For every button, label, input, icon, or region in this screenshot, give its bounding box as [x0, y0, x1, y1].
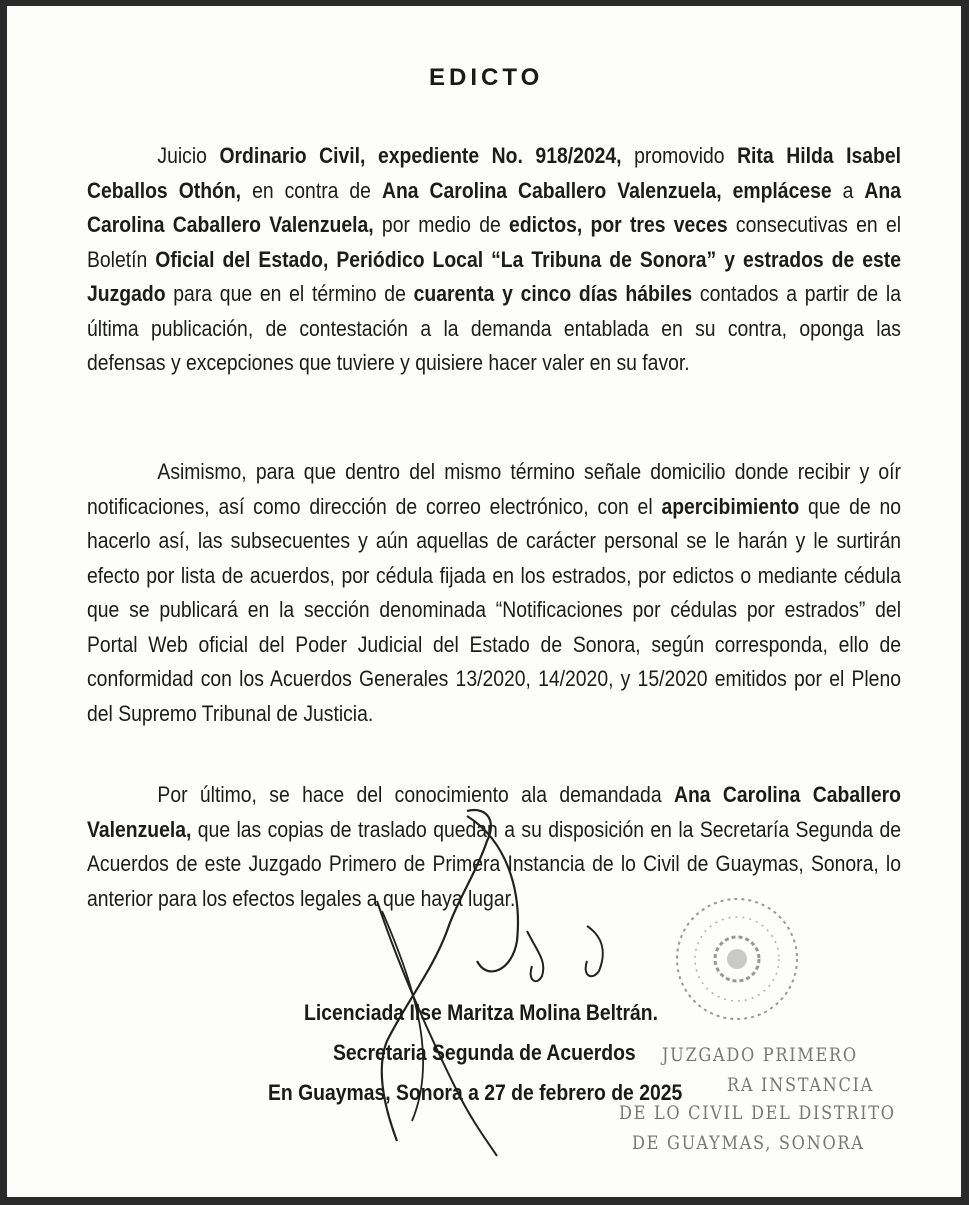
- text-run: Juicio: [157, 143, 220, 168]
- bold-text-run: Ordinario Civil, expediente No. 918/2024,: [219, 143, 622, 168]
- stamp-line-4: DE GUAYMAS, SONORA: [632, 1132, 865, 1154]
- text-run: consecutivas en el Boletín: [87, 212, 902, 272]
- bold-text-run: Rita Hilda Isabel Ceballos Othón,: [87, 143, 901, 203]
- text-run: en contra de: [241, 177, 382, 203]
- text-run: por medio de: [373, 212, 510, 237]
- stamp-line-2: RA INSTANCIA: [727, 1074, 875, 1096]
- paragraph-1: [87, 139, 901, 381]
- bold-text-run: apercibimiento: [661, 493, 800, 519]
- text-run: Por último, se hace del conocimiento ala demandada: [157, 782, 674, 807]
- bold-text-run: Ana Carolina Caballero Valenzuela, emplácese: [381, 177, 832, 203]
- official-seal-icon: [662, 891, 812, 1031]
- signature-date: En Guaymas, Sonora a 27 de febrero de 2025: [268, 1080, 683, 1105]
- bold-text-run: Oficial del Estado, Periódico Local “La Tribuna de Sonora” y estrados de este Juzgado: [87, 246, 902, 306]
- text-run: a: [831, 177, 865, 203]
- signer-role: Secretaria Segunda de Acuerdos: [333, 1040, 636, 1065]
- stamp-line-3: DE LO CIVIL DEL DISTRITO: [619, 1102, 896, 1124]
- document-title: EDICTO: [429, 64, 544, 91]
- paragraph-2: [87, 455, 901, 731]
- bold-text-run: edictos, por tres veces: [509, 212, 728, 237]
- bold-text-run: cuarenta y cinco días hábiles: [413, 281, 693, 306]
- bold-text-run: Ana Carolina Caballero Valenzuela,: [87, 177, 901, 237]
- text-run: promovido: [621, 143, 738, 168]
- stamp-line-1: JUZGADO PRIMERO: [662, 1044, 858, 1066]
- text-run: que de no hacerlo así, las subsecuentes y aún aquellas de carácter personal se le harán y le surtirán efecto por lista de acuerdos, por cédula fijada en los estrados, por edictos o mediante cédula que se publicará en la sección denominada “Notificaciones por cédulas por estrados” del Portal Web oficial del Poder Judicial del Estado de Sonora, según corresponda, ello de conformidad con los Acuerdos Generales 13/2020, 14/2020, y 15/2020 emitidos por el Pleno del Supremo Tribunal de Justicia.: [87, 493, 901, 726]
- text-run: contados a partir de la última publicación, de contestación a la demanda entablada en su contra, oponga las defensas y excepciones que tuviere y quisiere hacer valer en su favor.: [87, 281, 901, 375]
- text-run: Asimismo, para que dentro del mismo término señale domicilio donde recibir y oír notificaciones, así como dirección de correo electrónico, con el: [87, 459, 901, 519]
- text-run: para que en el término de: [165, 281, 414, 306]
- bold-text-run: Ana Carolina Caballero Valenzuela,: [87, 782, 901, 842]
- text-run: que las copias de traslado quedan a su disposición en la Secretaría Segunda de Acuerdos de este Juzgado Primero de Primera Instancia de lo Civil de Guaymas, Sonora, lo anterior para los efectos legales a que haya lugar.: [87, 816, 901, 911]
- handwritten-signature: [337, 801, 647, 1161]
- signer-name: Licenciada Ilse Maritza Molina Beltrán.: [304, 1000, 658, 1025]
